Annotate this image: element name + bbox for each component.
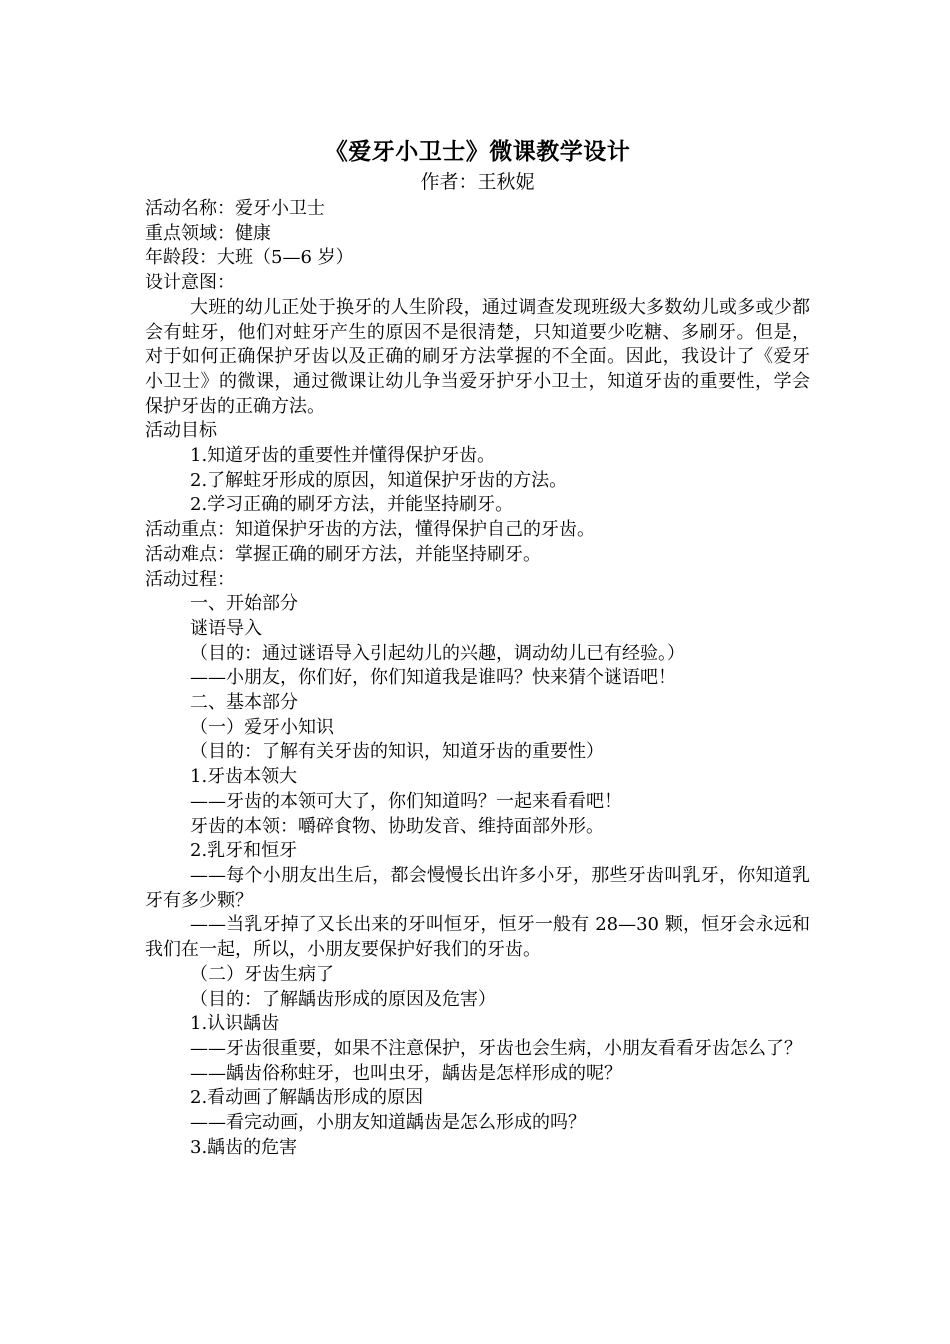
- goal-item: 1.知道牙齿的重要性并懂得保护牙齿。: [190, 445, 496, 467]
- key-point: 活动重点：知道保护牙齿的方法，懂得保护自己的牙齿。: [145, 519, 595, 541]
- part1-title: 一、开始部分: [190, 593, 298, 615]
- section2-purpose: （目的：了解龋齿形成的原因及危害）: [190, 988, 496, 1010]
- part1-subtitle: 谜语导入: [190, 617, 262, 639]
- section1-item1-text: 牙齿的本领：嚼碎食物、协助发音、维持面部外形。: [190, 815, 604, 837]
- part2-title: 二、基本部分: [190, 692, 298, 714]
- design-intent-body: 大班的幼儿正处于换牙的人生阶段，通过调查发现班级大多数幼儿或多或少都会有蛀牙，他们对蛀牙产生的原因不是很清楚，只知道要少吃糖、多刷牙。但是，对于如何正确保护牙齿以及正确的刷牙方法掌握的不全面。因此，我设计了《爱牙小卫士》的微课，通过微课让幼儿争当爱牙护牙小卫士，知道牙齿的重要性，学会保护牙齿的正确方法。: [145, 296, 810, 417]
- document-body: [145, 138, 810, 1160]
- section2-item1: 1.认识龋齿: [190, 1013, 280, 1035]
- goals-heading: 活动目标: [145, 420, 217, 442]
- section2-item2: 2.看动画了解龋齿形成的原因: [190, 1087, 424, 1109]
- section1-item1-dialog: ——牙齿的本领可大了，你们知道吗？一起来看看吧！: [190, 790, 622, 812]
- section2-title: （二）牙齿生病了: [190, 963, 334, 985]
- section1-purpose: （目的：了解有关牙齿的知识，知道牙齿的重要性）: [190, 741, 604, 763]
- goal-item: 2.了解蛀牙形成的原因，知道保护牙齿的方法。: [190, 469, 568, 491]
- document-author: 作者：王秋妮: [420, 171, 535, 193]
- section1-item2-dialog1: ——每个小朋友出生后，都会慢慢长出许多小牙，那些牙齿叫乳牙，你知道乳牙有多少颗？: [145, 864, 810, 911]
- section2-item3: 3.龋齿的危害: [190, 1136, 298, 1158]
- section2-item2-dialog: ——看完动画，小朋友知道龋齿是怎么形成的吗？: [190, 1112, 586, 1134]
- section2-item1-dialog1: ——牙齿很重要，如果不注意保护，牙齿也会生病，小朋友看看牙齿怎么了？: [190, 1037, 802, 1059]
- section1-title: （一）爱牙小知识: [190, 716, 334, 738]
- part1-dialog: ——小朋友，你们好，你们知道我是谁吗？快来猜个谜语吧！: [190, 667, 676, 689]
- section1-item2-dialog2: ——当乳牙掉了又长出来的牙叫恒牙，恒牙一般有 28—30 颗，恒牙会永远和我们在一起，所以，小朋友要保护好我们的牙齿。: [145, 914, 810, 961]
- activity-domain: 重点领域：健康: [145, 222, 271, 244]
- part1-purpose: （目的：通过谜语导入引起幼儿的兴趣，调动幼儿已有经验。）: [190, 642, 685, 664]
- section1-item1: 1.牙齿本领大: [190, 766, 298, 788]
- difficulty: 活动难点：掌握正确的刷牙方法，并能坚持刷牙。: [145, 543, 541, 565]
- activity-age-group: 年龄段：大班（5—6 岁）: [145, 247, 354, 269]
- document-title: 《爱牙小卫士》微课教学设计: [324, 139, 631, 165]
- activity-name: 活动名称：爱牙小卫士: [145, 198, 325, 219]
- goal-item: 2.学习正确的刷牙方法，并能坚持刷牙。: [190, 494, 514, 516]
- section2-item1-dialog2: ——龋齿俗称蛀牙，也叫虫牙，龋齿是怎样形成的呢？: [190, 1062, 622, 1084]
- process-heading: 活动过程：: [145, 568, 235, 590]
- section1-item2: 2.乳牙和恒牙: [190, 840, 298, 862]
- design-intent-heading: 设计意图：: [145, 272, 235, 294]
